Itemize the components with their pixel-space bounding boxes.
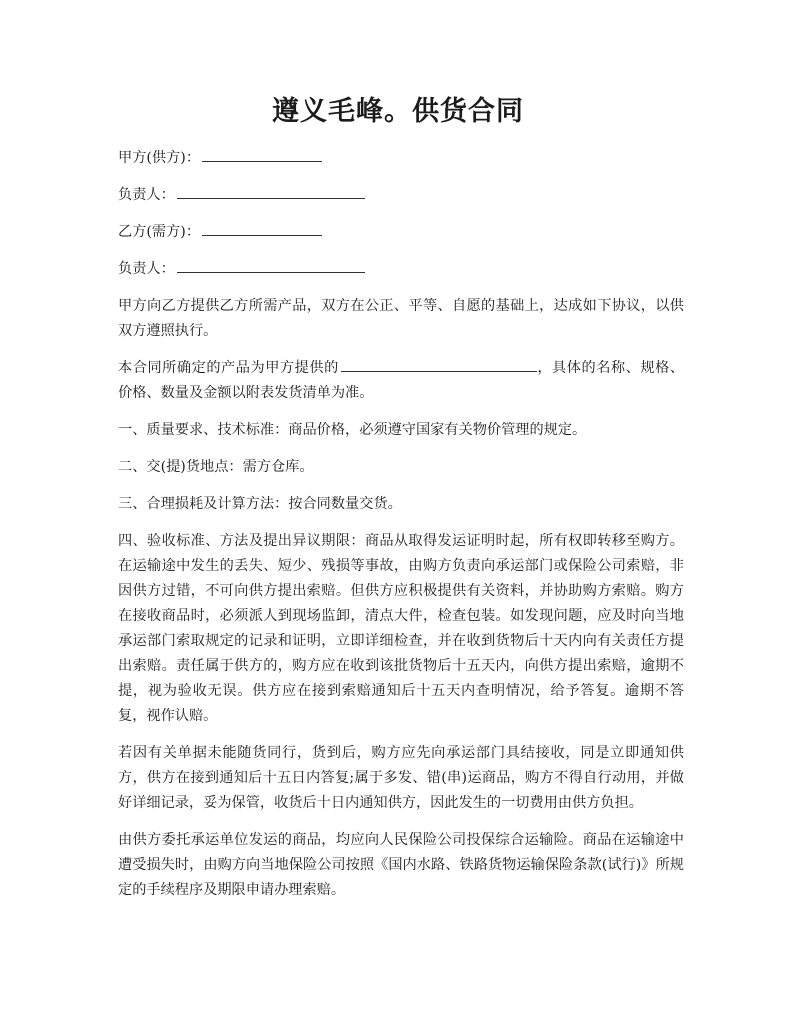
party-a-label: 甲方(供方)： [118,150,201,166]
party-b-blank [202,221,322,236]
product-suffix: ，具体的名称、规格、价格、数量及金额以附表发货清单为准。 [118,360,684,401]
clause-1: 一、质量要求、技术标准：商品价格，必须遵守国家有关物价管理的规定。 [118,422,587,438]
party-b-label: 乙方(需方)： [118,224,201,240]
product-paragraph [118,356,684,406]
party-a-blank [202,147,322,162]
clause-4: 四、验收标准、方法及提出异议期限：商品从取得发运证明时起，所有权即转移至购方。在运输途中发生的丢失、短少、残损等事故，由购方负责向承运部门或保险公司索赔，非因供方过错，不可向供方提出索赔。但供方应积极提供有关资料，并协助购方索赔。购方在接收商品时，必须派人到现场监卸，清点大件，检查包装。如发现问题，应及时向当地承运部门索取规定的记录和证明，立即详细检查，并在收到货物后十天内向有关责任方提出索赔。责任属于供方的，购方应在收到该批货物后十五天内，向供方提出索赔，逾期不提，视为验收无误。供方应在接到索赔通知后十五天内查明情况，给予答复。逾期不答复，视作认赔。 [118,533,684,724]
product-blank [341,357,537,372]
party-a-rep-blank [177,184,365,199]
documents-paragraph: 若因有关单据未能随货同行，货到后，购方应先向承运部门具结接收，同是立即通知供方，供方在接到通知后十五日内答复;属于多发、错(串)运商品，购方不得自行动用，并做好详细记录，妥为保管，收货后十日内通知供方，因此发生的一切费用由供方负担。 [118,745,684,811]
party-b-rep-field [118,257,684,282]
party-a-rep-field [118,183,684,208]
party-a-field [118,146,684,171]
party-a-rep-label: 负责人： [118,187,175,203]
insurance-paragraph: 由供方委托承运单位发运的商品，均应向人民保险公司投保综合运输险。商品在运输途中遭受损失时，由购方向当地保险公司按照《国内水路、铁路货物运输保险条款(试行)》所规定的手续程序及期限申请办理索赔。 [118,832,684,898]
product-prefix: 本合同所确定的产品为甲方提供的 [118,360,339,376]
party-b-rep-label: 负责人： [118,261,175,277]
clause-2: 二、交(提)货地点：需方仓库。 [118,459,314,475]
party-b-rep-blank [177,258,365,273]
clause-3: 三、合理损耗及计算方法：按合同数量交货。 [118,496,402,512]
document-title: 遵义毛峰。供货合同 [272,96,524,127]
party-b-field [118,220,684,245]
document-body [118,146,684,915]
intro-paragraph: 甲方向乙方提供乙方所需产品，双方在公正、平等、自愿的基础上，达成如下协议，以供双方遵照执行。 [118,298,684,339]
